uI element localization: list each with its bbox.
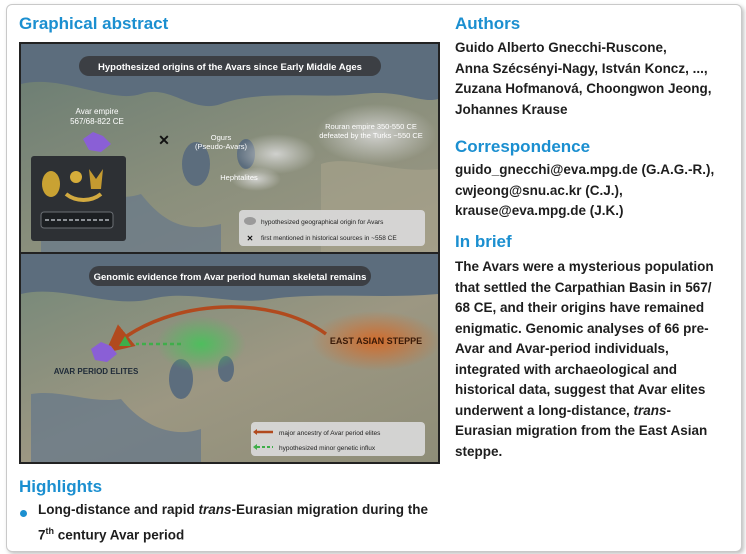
authors-list: Guido Alberto Gnecchi-Ruscone, Anna Szécsényi-Nagy, István Koncz, ..., Zuzana Hofmanová, Choongwon Jeong, Johannes Krause xyxy=(455,40,712,117)
in-brief-text: The Avars were a mysterious population that settled the Carpathian Basin in 567/ 68 CE, and their origins have remained enigmatic. Genomic analyses of 66 pre- Avar and Avar-period individuals, integrated with archaeological and historical data, suggest that Avar elites underwent a long-distance, trans- Eurasian migration from the East Asian steppe. xyxy=(455,259,714,459)
bottom-map-banner: Genomic evidence from Avar period human skeletal remains xyxy=(93,272,367,283)
correspondence-list xyxy=(455,160,714,222)
highlights-heading: Highlights xyxy=(19,477,103,496)
email-gnecchi[interactable]: guido_gnecchi@eva.mpg.de (G.A.G.-R.), xyxy=(455,162,715,177)
email-krause[interactable]: krause@eva.mpg.de (J.K.) xyxy=(455,203,624,218)
east-asian-steppe-label: EAST ASIAN STEPPE xyxy=(329,336,423,346)
minor-influx-area xyxy=(156,316,246,372)
rouran-label-2: defeated by the Turks ~550 CE xyxy=(319,131,423,140)
avar-elites-label: AVAR PERIOD ELITES xyxy=(53,367,139,376)
avar-empire-label: Avar empire xyxy=(75,107,119,116)
in-brief-heading: In brief xyxy=(455,232,512,251)
highlight-item: Long-distance and rapid trans-Eurasian migration during the 7th century Avar period xyxy=(38,502,429,542)
highlight-bullet xyxy=(20,510,27,517)
first-mention-mark: ✕ xyxy=(158,132,170,148)
authors-heading: Authors xyxy=(455,14,521,33)
graphical-abstract-heading: Graphical abstract xyxy=(19,14,169,33)
bottom-map xyxy=(21,254,438,462)
legend-x-icon: ✕ xyxy=(246,234,254,243)
graphical-abstract-figure xyxy=(19,42,440,464)
legend-minor-influx: hypothesized minor genetic influx xyxy=(279,445,376,452)
top-map-banner: Hypothesized origins of the Avars since Early Middle Ages xyxy=(98,62,362,73)
avar-empire-dates: 567/68-822 CE xyxy=(70,117,124,126)
rouran-label-1: Rouran empire 350-550 CE xyxy=(325,122,417,131)
email-jeong[interactable]: cwjeong@snu.ac.kr (C.J.), xyxy=(455,182,623,198)
legend-origin: hypothesized geographical origin for Avars xyxy=(261,219,384,226)
pseudo-avars-label: (Pseudo-Avars) xyxy=(195,142,247,151)
ogurs-label: Ogurs xyxy=(210,133,232,142)
legend-first-mention: first mentioned in historical sources in ~558 CE xyxy=(261,235,397,242)
hephtalites-label: Hephtalites xyxy=(220,173,258,182)
top-map xyxy=(21,44,438,252)
correspondence-heading: Correspondence xyxy=(455,137,591,156)
graphical-abstract-maps xyxy=(21,44,438,462)
legend-major-ancestry: major ancestry of Avar period elites xyxy=(279,430,381,437)
